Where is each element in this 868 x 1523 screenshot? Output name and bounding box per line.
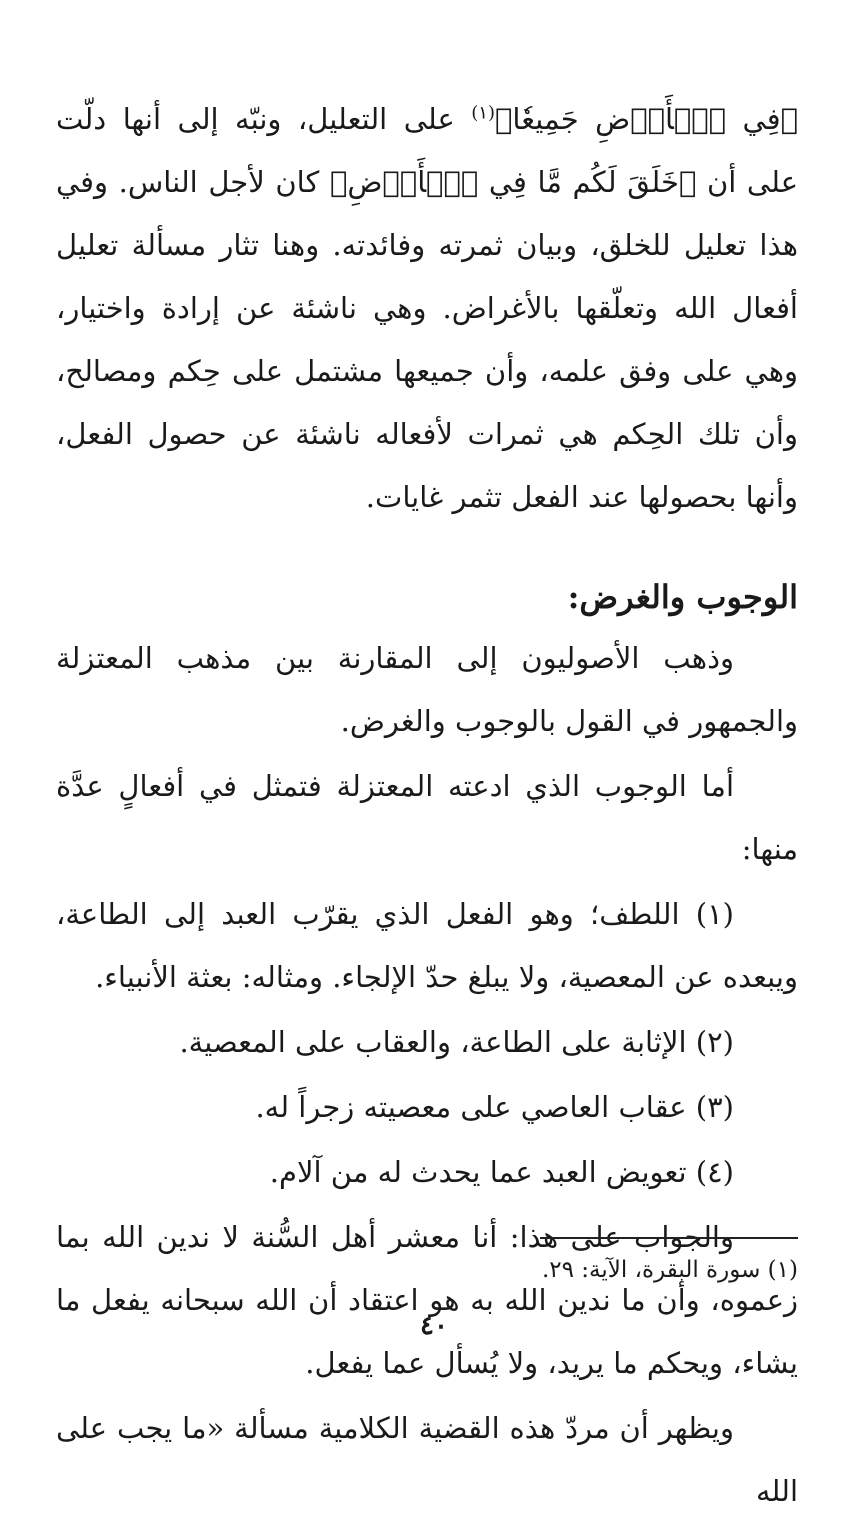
paragraph-text: على التعليل، ونبّه إلى أنها دلّت على أن: [56, 102, 799, 199]
quran-verse: ﴿خَلَقَ لَكُم مَّا فِي ٱلۡأَرۡضِ﴾: [329, 165, 697, 199]
page-number: ٤٠: [420, 1311, 448, 1341]
paragraph: وذهب الأصوليون إلى المقارنة بين مذهب المعتزلة والجمهور في القول بالوجوب والغرض.: [56, 641, 798, 738]
footnote-reference[interactable]: (١): [471, 102, 495, 124]
paragraph: أما الوجوب الذي ادعته المعتزلة فتمثل في أفعالٍ عدَّة منها:: [56, 769, 798, 866]
footnote: (١) سورة البقرة، الآية: ٢٩.: [541, 1257, 798, 1283]
quran-verse: ﴿فِي ٱلۡأَرۡضِ جَمِيعٗا﴾: [495, 102, 798, 136]
paragraph: والجواب على هذا: أنا معشر أهل السُّنة لا ندين الله بما زعموه، وأن ما ندين الله به هو اعتقاد أن الله سبحانه يفعل ما يشاء، ويحكم ما يريد، ولا يُسأل عما يفعل.: [56, 1220, 798, 1380]
paragraph-text: كان لأجل الناس. وفي هذا تعليل للخلق، وبيان ثمرته وفائدته. وهنا تثار مسألة تعليل أفعال الله وتعلّقها بالأغراض. وهي ناشئة عن إرادة واختيار، وهي على وفق علمه، وأن جميعها مشتمل على حِكم ومصالح، وأن تلك الحِكم هي ثمرات لأفعاله ناشئة عن حصول الفعل، وأنها بحصولها عند الفعل تثمر غايات.: [56, 165, 798, 514]
paragraph: ويظهر أن مردّ هذه القضية الكلامية مسألة «ما يجب على الله: [56, 1411, 798, 1508]
list-item: (٣) عقاب العاصي على معصيته زجراً له.: [255, 1090, 734, 1124]
footnote-divider: [540, 1237, 798, 1239]
list-item: (٤) تعويض العبد عما يحدث له من آلام.: [269, 1155, 734, 1189]
list-item: (٢) الإثابة على الطاعة، والعقاب على المعصية.: [179, 1025, 734, 1059]
intro-paragraph: [56, 88, 798, 529]
section-heading: الوجوب والغرض:: [567, 578, 798, 616]
list-item: (١) اللطف؛ وهو الفعل الذي يقرّب العبد إلى الطاعة، ويبعده عن المعصية، ولا يبلغ حدّ الإلجاء. ومثاله: بعثة الأنبياء.: [56, 897, 798, 994]
